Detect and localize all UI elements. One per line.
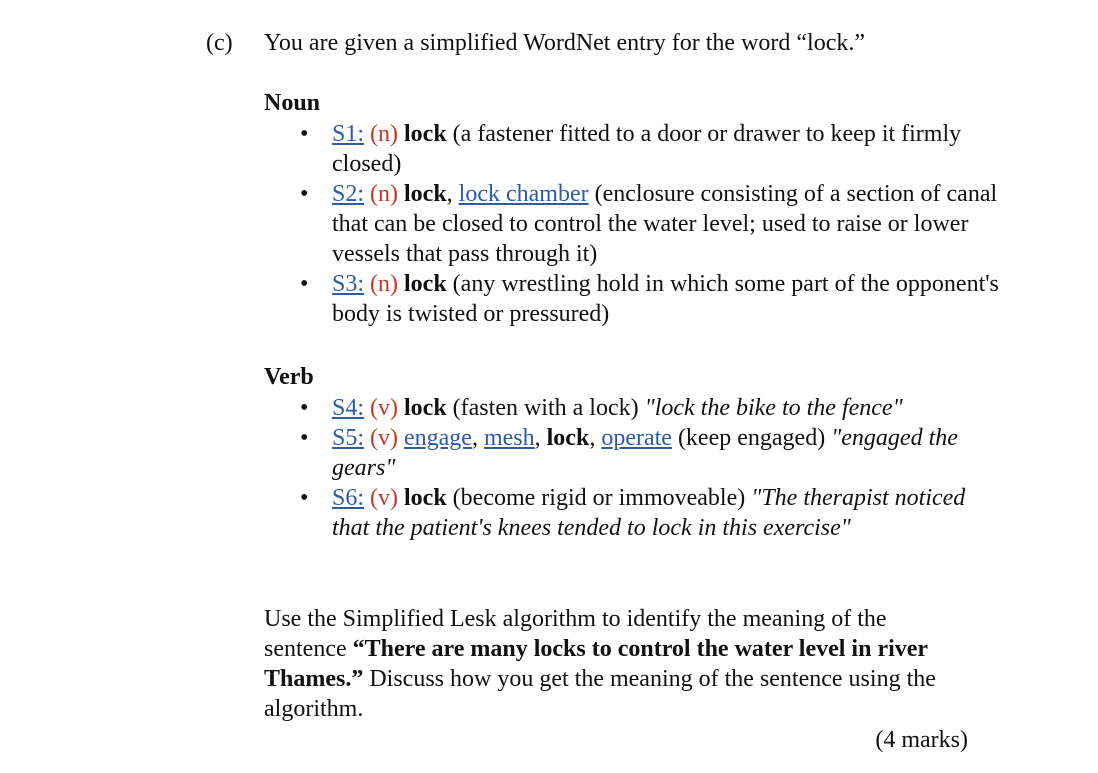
- synonym-link[interactable]: lock chamber: [458, 181, 589, 207]
- part-of-speech: (v): [370, 425, 398, 451]
- synonym-link[interactable]: mesh: [483, 425, 535, 451]
- sense-example: "engaged the gears": [332, 425, 958, 481]
- bullet-icon: •: [300, 121, 309, 147]
- task-text: [264, 604, 974, 724]
- bullet-icon: •: [300, 485, 309, 511]
- part-of-speech: (v): [370, 485, 398, 511]
- headword: lock: [404, 271, 447, 297]
- sense-gloss: (fasten with a lock): [452, 395, 639, 421]
- part-of-speech: (v): [370, 395, 398, 421]
- sense-example: "lock the bike to the fence": [644, 395, 903, 421]
- headword: lock: [546, 425, 590, 451]
- task-pre: Use the Simplified Lesk algorithm to identify the meaning of the sentence: [264, 606, 887, 662]
- sense-id-link[interactable]: S4:: [332, 395, 365, 421]
- marks-label: (4 marks): [875, 727, 968, 753]
- question-label: (c): [206, 30, 233, 56]
- sense-id-link[interactable]: S6:: [332, 485, 365, 511]
- sense-item: [300, 119, 1000, 179]
- sense-gloss: (keep engaged): [677, 425, 826, 451]
- part-of-speech: (n): [370, 181, 398, 207]
- sense-item: • S2: (n) lock, lock chamber (enclosure consisting of a section of canal that can be closed to control the water level; used to raise or lower vessels that pass through it): [300, 181, 998, 267]
- sense-id-link[interactable]: S5:: [332, 425, 365, 451]
- headword: lock: [404, 121, 447, 147]
- part-of-speech: (n): [370, 121, 398, 147]
- verb-heading: Verb: [264, 364, 314, 390]
- task-post: Discuss how you get the meaning of the sentence using the algorithm.: [264, 666, 936, 722]
- sense-item: • S5: (v) engage, mesh, lock, operate (keep engaged) "engaged the gears": [300, 425, 958, 481]
- bullet-icon: •: [300, 425, 309, 451]
- verb-sense-list: [300, 393, 1000, 543]
- sense-id-link[interactable]: S2:: [332, 181, 365, 207]
- sense-gloss: (enclosure consisting of a section of canal that can be closed to control the water level; used to raise or lower vessels that pass through it): [332, 181, 998, 267]
- noun-heading: Noun: [264, 90, 321, 116]
- sense-item: [300, 483, 1000, 543]
- headword: lock: [404, 395, 447, 421]
- part-of-speech: (n): [370, 271, 398, 297]
- sense-id-link[interactable]: S1:: [332, 121, 365, 147]
- question-intro: You are given a simplified WordNet entry for the word “lock.”: [264, 30, 866, 56]
- bullet-icon: •: [300, 271, 309, 297]
- synonym-link[interactable]: engage: [404, 425, 472, 451]
- sense-item: [300, 393, 1000, 423]
- synonym-link[interactable]: operate: [601, 425, 672, 451]
- sense-item: [300, 269, 1000, 329]
- headword: lock: [404, 485, 447, 511]
- task-sentence: “There are many locks to control the water level in river Thames.”: [264, 636, 928, 692]
- bullet-icon: •: [300, 395, 309, 421]
- sense-id-link[interactable]: S3:: [332, 271, 365, 297]
- sense-example: "The therapist noticed that the patient's knees tended to lock in this exercise": [332, 485, 966, 541]
- sense-gloss: (become rigid or immoveable): [452, 485, 746, 511]
- headword: lock: [404, 181, 447, 207]
- sense-gloss: (a fastener fitted to a door or drawer to keep it firmly closed): [332, 121, 962, 177]
- sense-gloss: (any wrestling hold in which some part of the opponent's body is twisted or pressured): [332, 271, 999, 327]
- bullet-icon: •: [300, 181, 309, 207]
- noun-sense-list: [300, 119, 1000, 329]
